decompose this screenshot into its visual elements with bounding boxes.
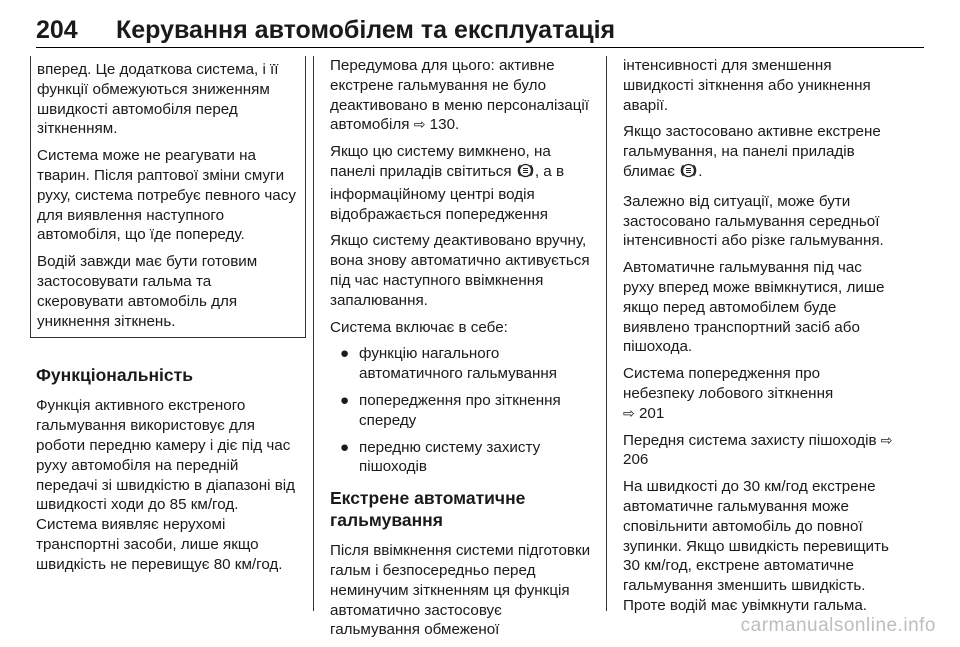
- page-number: 204: [36, 16, 78, 44]
- page-reference[interactable]: 206: [623, 451, 649, 469]
- column-3: [623, 56, 893, 623]
- paragraph-text: .: [698, 162, 703, 180]
- paragraph: Якщо систему деактивовано вручну, вона знову автоматично активується під час наступного ввімкнення запалювання.: [330, 232, 590, 309]
- paragraph-text: Якщо цю систему вимкнено, на панелі приладів світиться: [330, 143, 551, 180]
- section-heading: Екстрене автоматичне гальмування: [330, 488, 526, 531]
- list-item: ● функцію нагального автоматичного гальмування: [340, 345, 557, 383]
- bullet-dot: ●: [340, 345, 350, 363]
- paragraph: [623, 364, 893, 423]
- paragraph-text: Передумова для цього: активне екстрене гальмування не було деактивовано в меню персоналізації автомобіля: [330, 57, 590, 134]
- paragraph-text: Передня система захисту пішоходів: [623, 431, 877, 449]
- page-reference-arrow-icon: ⇨: [413, 116, 426, 133]
- section-heading: Функціональність: [36, 365, 193, 386]
- paragraph: [330, 56, 592, 135]
- bullet-dot: ●: [340, 391, 350, 409]
- list-item: ● передню систему захисту пішоходів: [340, 438, 541, 476]
- paragraph-text: Система попередження про небезпеку лобового зіткнення: [623, 365, 834, 402]
- paragraph: Автоматичне гальмування під час руху вперед може ввімкнутися, лише якщо перед автомобілем буде виявлено транспортний засіб або пішохода.: [623, 259, 885, 356]
- bullet-list: [330, 344, 592, 477]
- page-header: [36, 10, 924, 48]
- bullet-dot: ●: [340, 438, 350, 456]
- page-reference-arrow-icon: ⇨: [623, 404, 635, 421]
- paragraph: На швидкості до 30 км/год екстрене автоматичне гальмування може сповільнити автомобіль до повної зупинки. Якщо швидкість перевищить 30 км/год, екстрене автоматичне гальмування зменшить швидкість. Проте водій має увімкнути гальма.: [623, 478, 889, 614]
- box-paragraph: вперед. Це додаткова система, і її функції обмежуються зниженням швидкості автомобіля перед зіткненням.: [37, 61, 279, 138]
- paragraph: інтенсивності для зменшення швидкості зіткнення або уникнення аварії.: [623, 57, 871, 114]
- paragraph: Система включає в себе:: [330, 318, 508, 336]
- brake-warning-lamp-icon: [517, 162, 534, 185]
- paragraph-text: Якщо застосовано активне екстрене гальмування, на панелі приладів блимає: [623, 123, 881, 180]
- watermark: carmanualsonline.info: [740, 615, 936, 636]
- paragraph: [623, 122, 893, 184]
- paragraph-text: , а в інформаційному центрі водія відображається попередження: [330, 162, 565, 223]
- paragraph: [330, 142, 592, 224]
- box-paragraph: Система може не реагувати на тварин. Після раптової зміни смуги руху, система потребує певного часу для виявлення наступного автомобіля, що їде попереду.: [37, 147, 296, 244]
- column-1: [36, 56, 298, 582]
- page-reference[interactable]: 201: [638, 404, 665, 422]
- warning-box: [30, 56, 306, 338]
- paragraph: Функція активного екстреного гальмування використовує для роботи передню камеру і діє під час руху автомобіля на передній передачі зі швидкістю в діапазоні від швидкості ходи до 85 км/год. Система виявляє нерухомі транспортні засоби, лише якщо швидкість не перевищує 80 км/год.: [36, 397, 296, 573]
- page-reference-arrow-icon: ⇨: [880, 431, 893, 448]
- column-2: [330, 56, 592, 647]
- column-divider: [606, 56, 607, 611]
- brake-warning-lamp-icon: [680, 162, 697, 185]
- page-reference[interactable]: 130.: [429, 116, 460, 134]
- paragraph: [623, 431, 893, 471]
- column-divider: [313, 56, 314, 611]
- list-item: ● попередження про зіткнення спереду: [340, 391, 561, 429]
- page-title: Керування автомобілем та експлуатація: [116, 16, 616, 44]
- box-paragraph: Водій завжди має бути готовим застосовувати гальма та скеровувати автомобіль для уникнення зіткнень.: [37, 253, 258, 330]
- paragraph: Після ввімкнення системи підготовки гальм і безпосередньо перед неминучим зіткненням ця функція автоматично застосовує гальмування обмеженої: [330, 542, 591, 639]
- paragraph: Залежно від ситуації, може бути застосовано гальмування середньої інтенсивності або різке гальмування.: [623, 192, 884, 250]
